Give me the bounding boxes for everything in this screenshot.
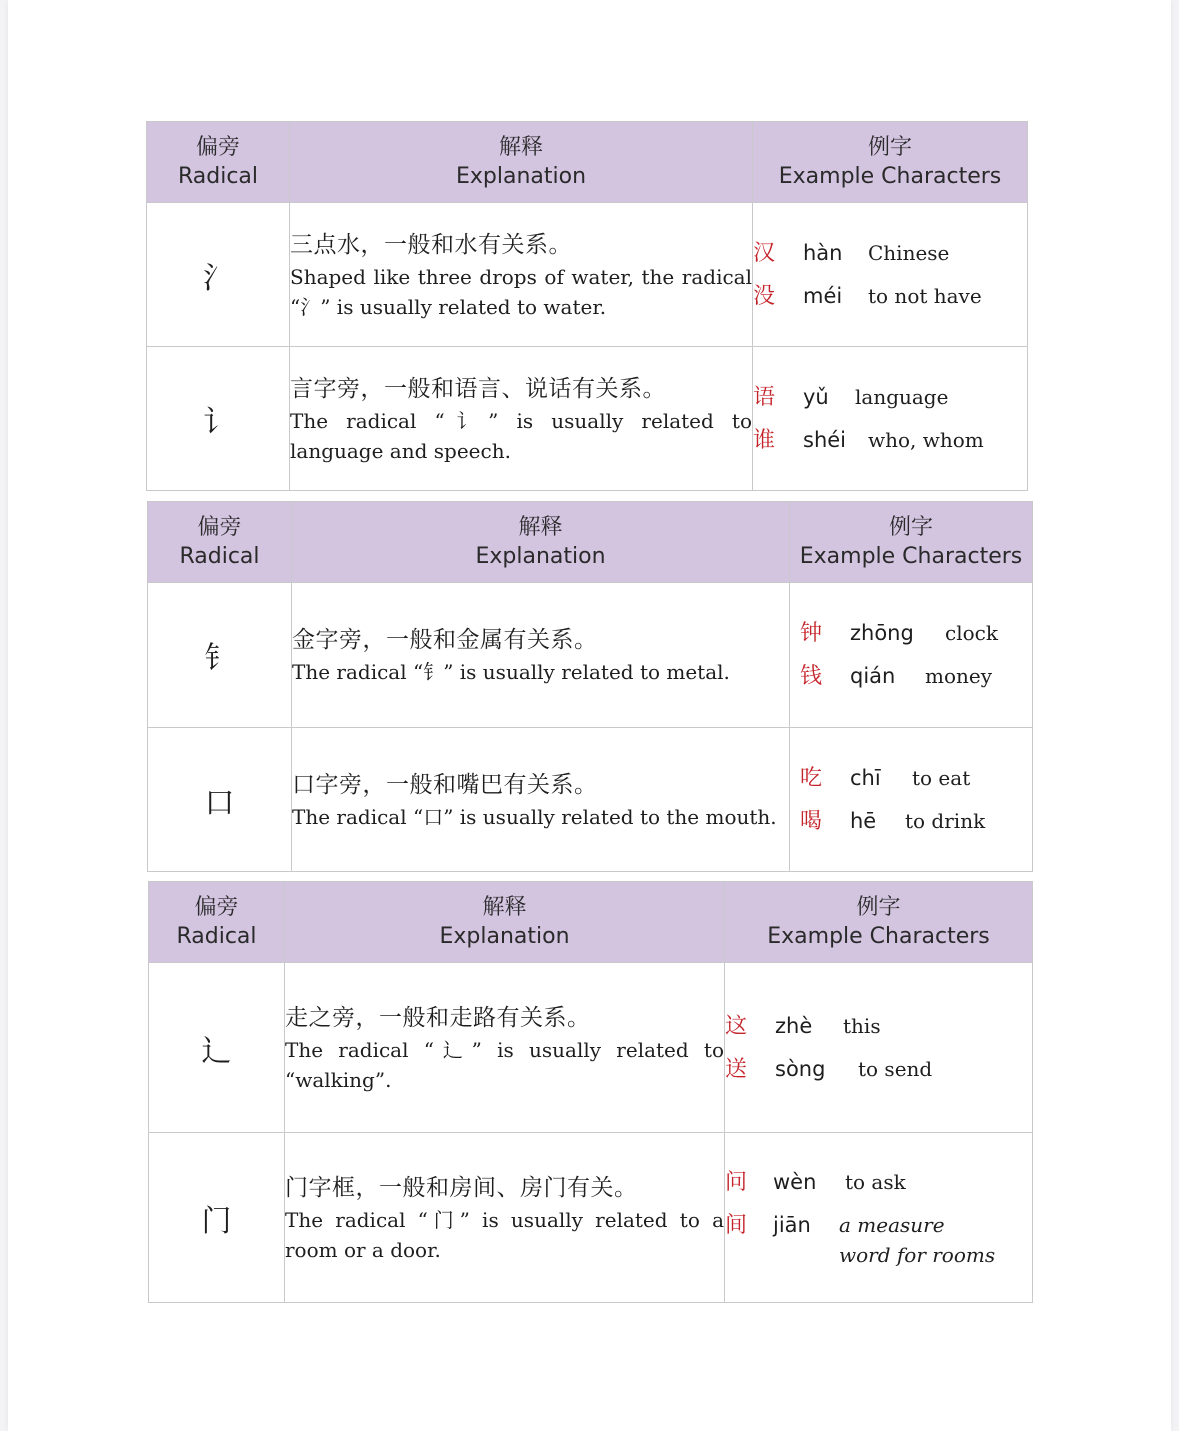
example-item (725, 1005, 1032, 1048)
example-pinyin: chī (850, 765, 881, 790)
example-pinyin: yǔ (803, 384, 829, 409)
explanation-en: The radical “口” is usually related to the mouth. (292, 804, 777, 829)
explanation-en: The radical “门” is usually related to a room or a door. (285, 1207, 724, 1262)
explanation-cell (285, 963, 725, 1133)
example-meaning: to send (858, 1056, 933, 1081)
radical-cell: 辶 (149, 963, 285, 1133)
example-char: 送 (725, 1056, 748, 1082)
header-explanation: 解释 Explanation (290, 122, 753, 203)
explanation-zh: 言字旁，一般和语言、说话有关系。 (290, 375, 666, 402)
explanation-en: Shaped like three drops of water, the radical “氵” is usually related to water. (290, 264, 752, 319)
example-meaning: this (843, 1013, 881, 1038)
examples-cell (790, 728, 1033, 872)
explanation-en: The radical “钅” is usually related to metal. (292, 660, 730, 684)
example-char: 汉 (753, 240, 776, 266)
explanation-zh: 金字旁，一般和金属有关系。 (292, 627, 598, 653)
table-row (148, 728, 1033, 872)
header-explanation: 解释 Explanation (285, 882, 725, 963)
header-radical: 偏旁 Radical (149, 882, 285, 963)
example-char: 吃 (800, 765, 823, 791)
header-examples: 例字 Example Characters (725, 882, 1033, 963)
example-meaning: money (925, 664, 993, 688)
header-examples: 例字 Example Characters (753, 122, 1028, 203)
radical-table-3 (148, 881, 1033, 1303)
example-item (753, 376, 1027, 419)
radical-cell: 讠 (147, 347, 290, 491)
example-meaning: language (855, 384, 949, 409)
example-item (725, 1204, 1032, 1274)
example-meaning: a measure word for rooms (839, 1213, 996, 1267)
example-pinyin: sòng (775, 1056, 826, 1081)
radical-table-2 (147, 501, 1033, 872)
table-header-row (147, 122, 1028, 203)
example-pinyin: hē (850, 808, 877, 833)
example-meaning: to drink (905, 808, 986, 833)
table-row (149, 963, 1033, 1133)
table-row (149, 1133, 1033, 1303)
example-meaning: to eat (912, 765, 971, 790)
explanation-cell (290, 203, 753, 347)
explanation-zh: 口字旁，一般和嘴巴有关系。 (292, 771, 598, 798)
example-item (800, 655, 1032, 698)
radical-cell: 口 (148, 728, 292, 872)
document-page (8, 0, 1171, 1431)
examples-cell (725, 1133, 1033, 1303)
example-char: 问 (725, 1170, 748, 1195)
example-pinyin: qián (850, 664, 896, 688)
explanation-zh: 三点水，一般和水有关系。 (290, 231, 572, 258)
header-radical: 偏旁 Radical (147, 122, 290, 203)
example-meaning: who, whom (868, 427, 984, 452)
examples-cell (790, 583, 1033, 728)
example-item (800, 757, 1032, 800)
table-row (147, 203, 1028, 347)
example-char: 喝 (800, 808, 823, 834)
radical-cell: 门 (149, 1133, 285, 1303)
example-pinyin: zhōng (850, 621, 914, 645)
table-header-row (149, 882, 1033, 963)
example-char: 间 (725, 1213, 748, 1238)
example-meaning: Chinese (868, 240, 950, 265)
example-item (725, 1161, 1032, 1204)
example-meaning: clock (945, 621, 998, 645)
example-pinyin: shéi (803, 427, 847, 452)
example-char: 钟 (800, 621, 823, 646)
example-item (753, 232, 1027, 275)
radical-cell: 钅 (148, 583, 292, 728)
header-examples: 例字 Example Characters (790, 502, 1033, 583)
example-pinyin: zhè (775, 1013, 813, 1038)
example-char: 钱 (800, 664, 823, 689)
radical-table-1 (146, 121, 1028, 491)
explanation-cell (290, 347, 753, 491)
explanation-zh: 门字框，一般和房间、房门有关。 (285, 1174, 638, 1201)
header-explanation: 解释 Explanation (292, 502, 790, 583)
explanation-zh: 走之旁，一般和走路有关系。 (285, 1004, 591, 1031)
explanation-en: The radical “辶” is usually related to “walking”. (285, 1037, 724, 1092)
table-row (148, 583, 1033, 728)
example-item (800, 800, 1032, 843)
examples-cell (753, 203, 1028, 347)
example-item (800, 612, 1032, 655)
explanation-cell (292, 728, 790, 872)
header-radical: 偏旁 Radical (148, 502, 292, 583)
example-pinyin: wèn (773, 1170, 817, 1194)
examples-cell (753, 347, 1028, 491)
example-pinyin: jiān (773, 1213, 811, 1237)
example-item (725, 1048, 1032, 1091)
table-header-row (148, 502, 1033, 583)
example-item (753, 275, 1027, 318)
example-char: 谁 (753, 427, 776, 453)
example-char: 没 (753, 283, 776, 309)
example-meaning: to ask (845, 1170, 906, 1194)
radical-cell: 氵 (147, 203, 290, 347)
examples-cell (725, 963, 1033, 1133)
example-pinyin: hàn (803, 240, 843, 265)
example-item (753, 419, 1027, 462)
explanation-cell (285, 1133, 725, 1303)
example-char: 这 (725, 1013, 748, 1039)
table-row (147, 347, 1028, 491)
example-char: 语 (753, 384, 776, 410)
explanation-cell (292, 583, 790, 728)
explanation-en: The radical “讠” is usually related to language and speech. (290, 408, 752, 463)
example-pinyin: méi (803, 283, 843, 308)
example-meaning: to not have (868, 283, 982, 308)
